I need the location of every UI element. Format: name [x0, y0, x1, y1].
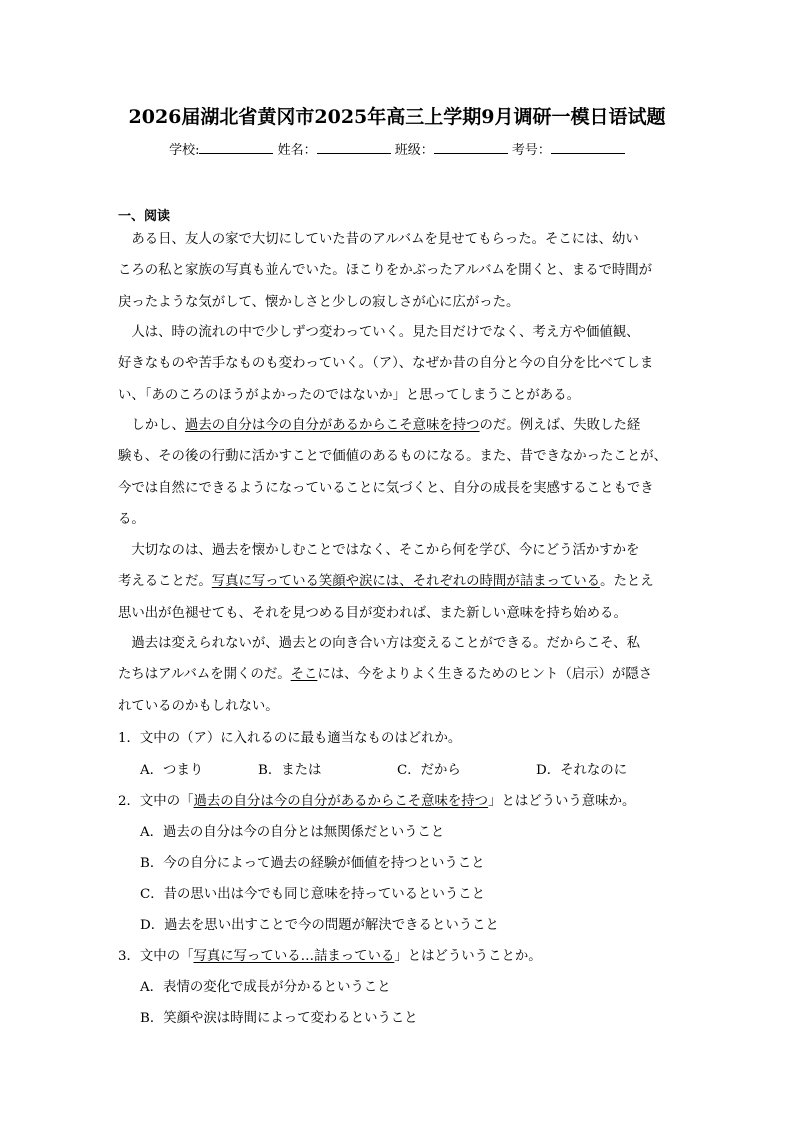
q1-option-c[interactable]: C．だから — [397, 763, 461, 778]
passage-paragraph-4 — [118, 535, 678, 629]
passage-line: ころの私と家族の写真も並んでいた。ほこりをかぶったアルバムを開くと、まるで時間が — [118, 263, 653, 279]
passage-line: 験も、その後の行動に活かすことで価値のあるものになる。また、昔できなかったことが、 — [118, 449, 668, 465]
number-label: 考号： — [511, 143, 551, 158]
passage-line: 戻ったような気がして、懐かしさと少しの寂しさが心に広がった。 — [118, 294, 520, 310]
q1-option-d[interactable]: D．それなのに — [536, 763, 628, 778]
text-run: のだ。例えば、失敗した経 — [479, 418, 641, 433]
question-1-stem: 1．文中の（ア）に入れるのに最も適当なものはどれか。 — [118, 731, 462, 746]
passage-line: 大切なのは、過去を懐かしむことではなく、そこから何を学び、今にどう活かすかを — [118, 543, 640, 558]
passage-line: 好きなものや苦手なものも変わっていく。（ア）、なぜか昔の自分と今の自分を比べてしま — [118, 356, 654, 372]
student-info-line — [0, 139, 794, 158]
q2-option-b[interactable]: B．今の自分によって過去の経験が価値を持つということ — [140, 856, 485, 871]
name-blank[interactable] — [317, 142, 391, 154]
passage-paragraph-2 — [118, 317, 678, 411]
q2-option-a[interactable]: A．過去の自分は今の自分とは無関係だということ — [140, 825, 445, 840]
underlined-phrase: 過去の自分は今の自分があるからこそ意味を持つ — [184, 418, 480, 433]
school-blank[interactable] — [199, 142, 273, 154]
question-3-stem — [118, 945, 542, 964]
passage-line: 今では自然にできるようになっていることに気づくと、自分の成長を実感することもでき — [118, 480, 654, 496]
passage-paragraph-1 — [118, 224, 678, 318]
number-blank[interactable] — [551, 142, 625, 154]
section-heading: 一、阅读 — [118, 209, 171, 224]
passage-line: れているのかもしれない。 — [118, 698, 279, 714]
text-run: 」とはどういう意味か。 — [488, 794, 636, 809]
text-run: 考えることだ。 — [118, 574, 212, 590]
text-run: しかし、 — [118, 418, 185, 433]
text-run: 。たとえ — [600, 574, 654, 590]
passage-line: ある日、友人の家で大切にしていた昔のアルバムを見せてもらった。そこには、幼い — [118, 232, 639, 247]
q2-option-d[interactable]: D．過去を思い出すことで今の問題が解決できるということ — [140, 918, 499, 933]
passage-line: る。 — [118, 511, 145, 527]
q3-option-b[interactable]: B．笑顔や涙は時間によって変わるということ — [140, 1011, 418, 1026]
q2-option-c[interactable]: C．昔の思い出は今でも同じ意味を持っているということ — [140, 887, 486, 902]
passage-line: 過去は変えられないが、過去との向き合い方は変えることができる。だからこそ、私 — [118, 636, 640, 651]
underlined-phrase: そこ — [290, 667, 318, 683]
text-run: 2．文中の「 — [118, 794, 194, 809]
passage-line — [118, 659, 678, 690]
passage-line: 思い出が色褪せても、それを見つめる目が変われば、また新しい意味を持ち始める。 — [118, 605, 627, 621]
q1-option-a[interactable]: A．つまり — [140, 763, 204, 778]
passage-line — [118, 566, 678, 597]
question-2-stem — [118, 790, 635, 809]
q3-option-a[interactable]: A．表情の変化で成長が分かるということ — [140, 980, 391, 995]
class-label: 班级： — [394, 143, 434, 158]
passage-line — [118, 410, 678, 441]
passage-line: 人は、時の流れの中で少しずつ変わっていく。見た目だけでなく、考え方や価値観、 — [118, 325, 640, 340]
underlined-phrase: 写真に写っている…詰まっている — [193, 949, 395, 964]
class-blank[interactable] — [434, 142, 508, 154]
name-label: 姓名： — [277, 143, 317, 158]
text-run: 」とはどういうことか。 — [394, 949, 542, 964]
passage-line: い、「あのころのほうがよかったのではないか」と思ってしまうことがある。 — [118, 387, 580, 403]
text-run: には、今をよりよく生きるためのヒント（启示）が隠さ — [317, 667, 653, 683]
q1-option-b[interactable]: B．または — [258, 763, 322, 778]
underlined-phrase: 写真に写っている笑顔や涙には、それぞれの時間が詰まっている — [211, 574, 601, 590]
text-run: 3．文中の「 — [118, 949, 194, 964]
school-label: 学校: — [169, 143, 200, 158]
text-run: たちはアルバムを開くのだ。 — [118, 667, 291, 683]
passage-paragraph-5 — [118, 628, 678, 722]
underlined-phrase: 過去の自分は今の自分があるからこそ意味を持つ — [193, 794, 489, 809]
page-title: 2026届湖北省黄冈市2025年高三上学期9月调研一模日语试题 — [128, 106, 666, 128]
passage-paragraph-3 — [118, 410, 678, 535]
